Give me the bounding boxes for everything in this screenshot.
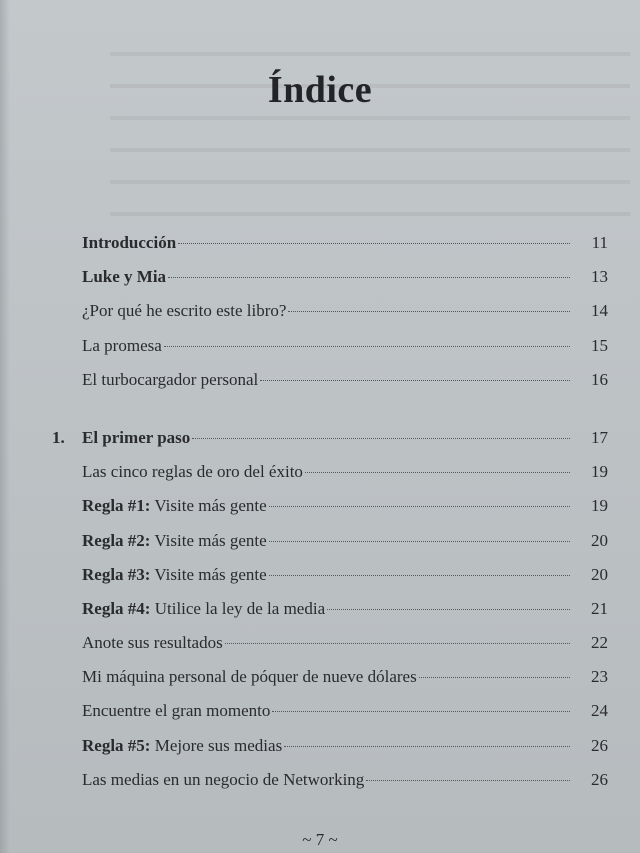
dot-leader — [269, 541, 570, 542]
entry-title — [52, 558, 267, 592]
entry-label: La promesa — [82, 335, 162, 355]
toc-subentry — [52, 592, 608, 626]
dot-leader — [178, 243, 570, 244]
entry-title — [82, 226, 176, 260]
entry-page-number: 23 — [591, 667, 608, 687]
entry-title — [52, 260, 166, 294]
entry-bold-label: Regla #5: — [82, 735, 151, 755]
entry-page-number: 17 — [591, 427, 608, 447]
entry-label: Anote sus resultados — [82, 633, 223, 653]
entry-page-number: 20 — [591, 564, 608, 584]
dot-leader — [366, 780, 570, 781]
toc-subentry — [52, 524, 608, 558]
entry-label: Visite más gente — [150, 530, 267, 550]
entry-bold-label: Regla #3: — [82, 564, 151, 584]
entry-page-number: 20 — [591, 530, 608, 550]
toc-subentry — [52, 558, 608, 592]
dot-leader — [305, 472, 570, 473]
entry-label: Las medias en un negocio de Networking — [82, 769, 365, 789]
dot-leader — [260, 380, 570, 381]
entry-bold-label: Regla #2: — [82, 530, 151, 550]
entry-title — [52, 592, 325, 626]
page-number: ~ 7 ~ — [302, 830, 338, 849]
entry-title — [82, 421, 190, 455]
toc-subentry — [52, 694, 608, 728]
entry-bold-label: Regla #1: — [82, 496, 151, 516]
dot-leader — [327, 609, 570, 610]
toc-subentry — [52, 363, 608, 397]
toc-chapter-entry — [52, 226, 608, 260]
entry-title — [52, 455, 303, 489]
entry-page-number: 19 — [591, 496, 608, 516]
page-edge-shadow — [0, 0, 10, 853]
dot-leader — [284, 746, 570, 747]
entry-page-number: 26 — [591, 735, 608, 755]
toc-subentry — [52, 329, 608, 363]
toc-chapter-entry — [52, 421, 608, 455]
entry-label: Visite más gente — [150, 564, 267, 584]
toc-subentry — [52, 260, 608, 294]
entry-bold-label: El primer paso — [82, 427, 191, 447]
entry-title — [52, 729, 282, 763]
entry-title — [52, 660, 417, 694]
entry-title — [52, 524, 267, 558]
entry-title — [52, 626, 223, 660]
entry-page-number: 16 — [591, 369, 608, 389]
entry-page-number: 22 — [591, 633, 608, 653]
entry-label: Mejore sus medias — [150, 735, 283, 755]
toc-subentry — [52, 626, 608, 660]
toc-subentry — [52, 294, 608, 328]
entry-page-number: 11 — [591, 233, 608, 252]
toc-subentry — [52, 763, 608, 797]
entry-page-number: 19 — [591, 462, 608, 482]
entry-page-number: 14 — [591, 301, 608, 321]
dot-leader — [164, 346, 570, 347]
entry-label: Encuentre el gran momento — [82, 701, 271, 721]
toc-subentry — [52, 455, 608, 489]
entry-title — [52, 694, 270, 728]
entry-bold-label: Introducción — [82, 233, 177, 252]
toc-subentry — [52, 729, 608, 763]
entry-page-number: 13 — [591, 267, 608, 287]
entry-label: Utilice la ley de la media — [150, 598, 326, 618]
chapter-number: 1. — [52, 427, 65, 447]
show-through-text — [110, 30, 630, 220]
dot-leader — [225, 643, 570, 644]
dot-leader — [272, 711, 570, 712]
section-gap — [52, 397, 608, 421]
entry-page-number: 24 — [591, 701, 608, 721]
entry-bold-label: Luke y Mia — [82, 267, 167, 287]
toc-subentry — [52, 660, 608, 694]
entry-bold-label: Regla #4: — [82, 598, 151, 618]
dot-leader — [269, 506, 570, 507]
page-title: Índice — [267, 69, 373, 111]
entry-label: El turbocargador personal — [82, 369, 259, 389]
dot-leader — [192, 438, 570, 439]
entry-page-number: 26 — [591, 769, 608, 789]
entry-label: Las cinco reglas de oro del éxito — [82, 462, 303, 482]
toc-subentry — [52, 489, 608, 523]
entry-label: Mi máquina personal de póquer de nueve dólares — [82, 667, 417, 687]
dot-leader — [168, 277, 570, 278]
dot-leader — [269, 575, 570, 576]
entry-title — [52, 294, 286, 328]
entry-title — [52, 489, 267, 523]
dot-leader — [288, 311, 570, 312]
entry-title — [52, 763, 364, 797]
table-of-contents — [52, 226, 608, 797]
entry-page-number: 21 — [591, 598, 608, 618]
dot-leader — [419, 677, 570, 678]
entry-label: Visite más gente — [150, 496, 267, 516]
entry-title — [52, 363, 258, 397]
entry-title — [52, 329, 162, 363]
entry-label: ¿Por qué he escrito este libro? — [82, 301, 287, 321]
entry-page-number: 15 — [591, 335, 608, 355]
